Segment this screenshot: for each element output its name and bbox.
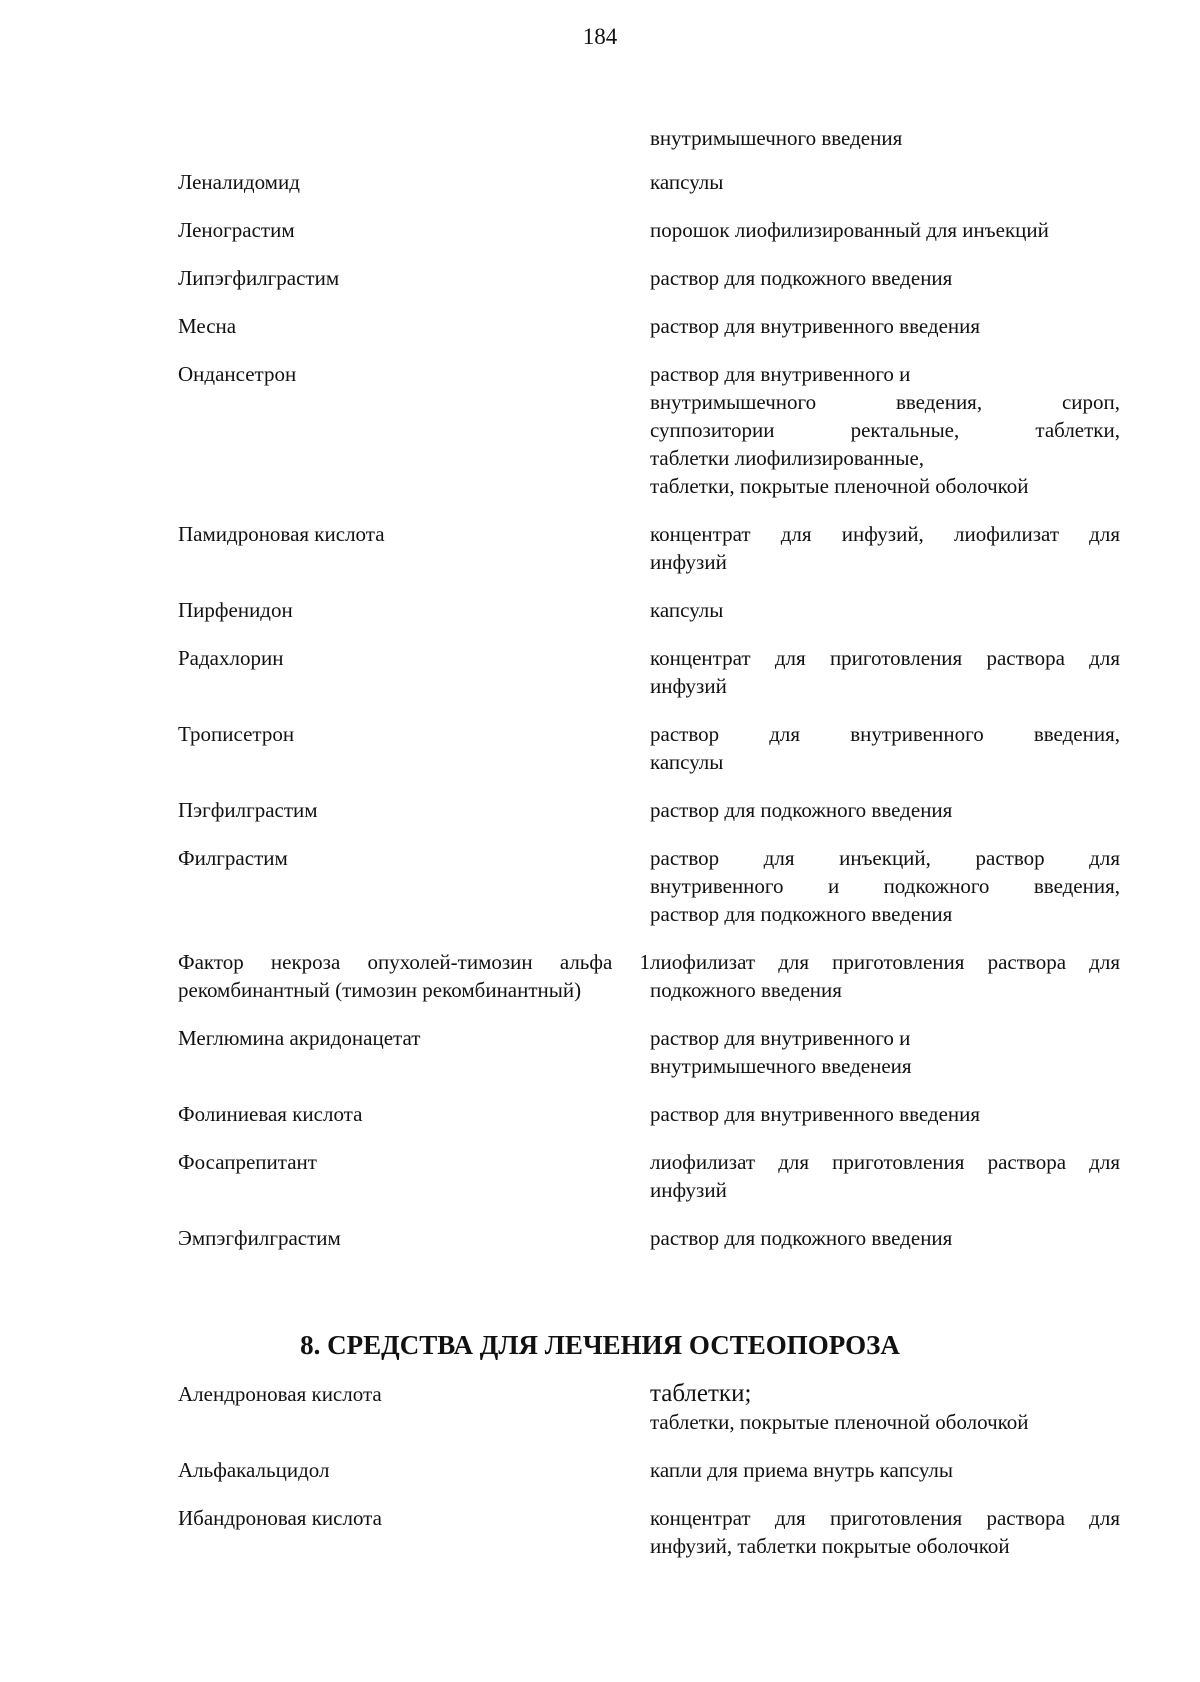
dosage-form-line: капсулы	[650, 750, 724, 774]
dosage-form-line: таблетки, покрытые пленочной оболочкой	[650, 474, 1029, 498]
dosage-form	[650, 844, 1120, 928]
table-row	[178, 1504, 1120, 1560]
table-row	[178, 948, 1120, 1004]
dosage-form	[650, 1504, 1120, 1560]
dosage-form-line: таблетки лиофилизированные,	[650, 446, 925, 470]
drug-name: Пэгфилграстим	[178, 798, 318, 822]
dosage-form-line: таблетки;	[650, 1380, 752, 1407]
table-row	[178, 1100, 1120, 1128]
dosage-form-line: суппозитории ректальные, таблетки,	[650, 418, 1120, 442]
dosage-form-line: внутримышечного введения, сироп,	[650, 390, 1120, 414]
table-row	[178, 264, 1120, 292]
dosage-form-line: инфузий, таблетки покрытые оболочкой	[650, 1534, 1010, 1558]
drug-name: Эмпэгфилграстим	[178, 1226, 341, 1250]
drug-name: Алендроновая кислота	[178, 1382, 382, 1406]
dosage-form-line: порошок лиофилизированный для инъекций	[650, 218, 1049, 242]
dosage-form	[650, 312, 1120, 340]
continuation-text: внутримышечного введения	[650, 126, 903, 150]
dosage-form-line: раствор для внутривенного введения	[650, 1102, 981, 1126]
dosage-form-line: раствор для подкожного введения	[650, 798, 953, 822]
drug-name: Месна	[178, 314, 237, 338]
dosage-form	[650, 360, 1120, 500]
dosage-form-line: раствор для инъекций, раствор для	[650, 846, 1120, 870]
drug-name: Памидроновая кислота	[178, 522, 385, 546]
drug-name: Меглюмина акридонацетат	[178, 1026, 421, 1050]
osteoporosis-drug-table	[178, 1380, 1120, 1580]
dosage-form-line: лиофилизат для приготовления раствора для	[650, 1150, 1120, 1174]
drug-name: Фолиниевая кислота	[178, 1102, 363, 1126]
dosage-form-line: концентрат для инфузий, лиофилизат для	[650, 522, 1120, 546]
table-row	[178, 520, 1120, 576]
dosage-form-line: раствор для внутривенного введения,	[650, 722, 1120, 746]
dosage-form	[650, 520, 1120, 576]
table-row	[178, 720, 1120, 776]
drug-name: Радахлорин	[178, 646, 284, 670]
dosage-form-line: концентрат для приготовления раствора для	[650, 646, 1120, 670]
dosage-form	[650, 1380, 1120, 1436]
drug-name: Фактор некроза опухолей-тимозин альфа 1 рекомбинантный (тимозин рекомбинантный)	[178, 950, 650, 1002]
dosage-form-line: капсулы	[650, 170, 724, 194]
dosage-form-line: таблетки, покрытые пленочной оболочкой	[650, 1410, 1029, 1434]
table-row	[178, 1024, 1120, 1080]
table-row	[178, 216, 1120, 244]
dosage-form	[650, 796, 1120, 824]
table-row	[178, 1380, 1120, 1436]
drug-name: Липэгфилграстим	[178, 266, 340, 290]
drug-name: Ондансетрон	[178, 362, 297, 386]
table-row	[178, 360, 1120, 500]
table-row	[178, 168, 1120, 196]
dosage-form-line: раствор для внутривенного введения	[650, 314, 981, 338]
dosage-form	[650, 644, 1120, 700]
table-row	[178, 1148, 1120, 1204]
drug-name: Филграстим	[178, 846, 288, 870]
table-row	[178, 312, 1120, 340]
drug-name: Ленограстим	[178, 218, 295, 242]
dosage-form-line: инфузий	[650, 674, 727, 698]
dosage-form-line: лиофилизат для приготовления раствора для	[650, 950, 1120, 974]
dosage-form-line: внутривенного и подкожного введения,	[650, 874, 1120, 898]
dosage-form-line: раствор для подкожного введения	[650, 902, 953, 926]
drug-name: Фосапрепитант	[178, 1150, 317, 1174]
dosage-form	[650, 168, 1120, 196]
drug-name: Пирфенидон	[178, 598, 293, 622]
dosage-form	[650, 948, 1120, 1004]
dosage-form	[650, 1148, 1120, 1204]
drug-table	[178, 168, 1120, 1272]
dosage-form	[650, 216, 1120, 244]
dosage-form-line: раствор для подкожного введения	[650, 266, 953, 290]
dosage-form-line: раствор для внутривенного и	[650, 1026, 911, 1050]
page-number: 184	[582, 24, 618, 49]
section-heading: 8. СРЕДСТВА ДЛЯ ЛЕЧЕНИЯ ОСТЕОПОРОЗА	[300, 1330, 900, 1360]
dosage-form	[650, 596, 1120, 624]
dosage-form	[650, 1024, 1120, 1080]
dosage-form-line: раствор для внутривенного и	[650, 362, 911, 386]
dosage-form	[650, 1100, 1120, 1128]
dosage-form	[650, 1456, 1120, 1484]
dosage-form-line: внутримышечного введенеия	[650, 1054, 912, 1078]
table-row	[178, 1456, 1120, 1484]
table-row	[178, 796, 1120, 824]
drug-name: Альфакальцидол	[178, 1458, 330, 1482]
dosage-form	[650, 1224, 1120, 1252]
table-row	[178, 644, 1120, 700]
dosage-form	[650, 264, 1120, 292]
drug-name: Трописетрон	[178, 722, 295, 746]
table-row	[178, 844, 1120, 928]
drug-name: Ибандроновая кислота	[178, 1506, 382, 1530]
dosage-form-line: подкожного введения	[650, 978, 842, 1002]
dosage-form-line: капли для приема внутрь капсулы	[650, 1458, 954, 1482]
drug-name: Леналидомид	[178, 170, 300, 194]
dosage-form-line: инфузий	[650, 1178, 727, 1202]
table-row	[178, 1224, 1120, 1252]
dosage-form-line: инфузий	[650, 550, 727, 574]
dosage-form-line: капсулы	[650, 598, 724, 622]
table-row	[178, 596, 1120, 624]
dosage-form-line: концентрат для приготовления раствора для	[650, 1506, 1120, 1530]
dosage-form-line: раствор для подкожного введения	[650, 1226, 953, 1250]
dosage-form	[650, 720, 1120, 776]
